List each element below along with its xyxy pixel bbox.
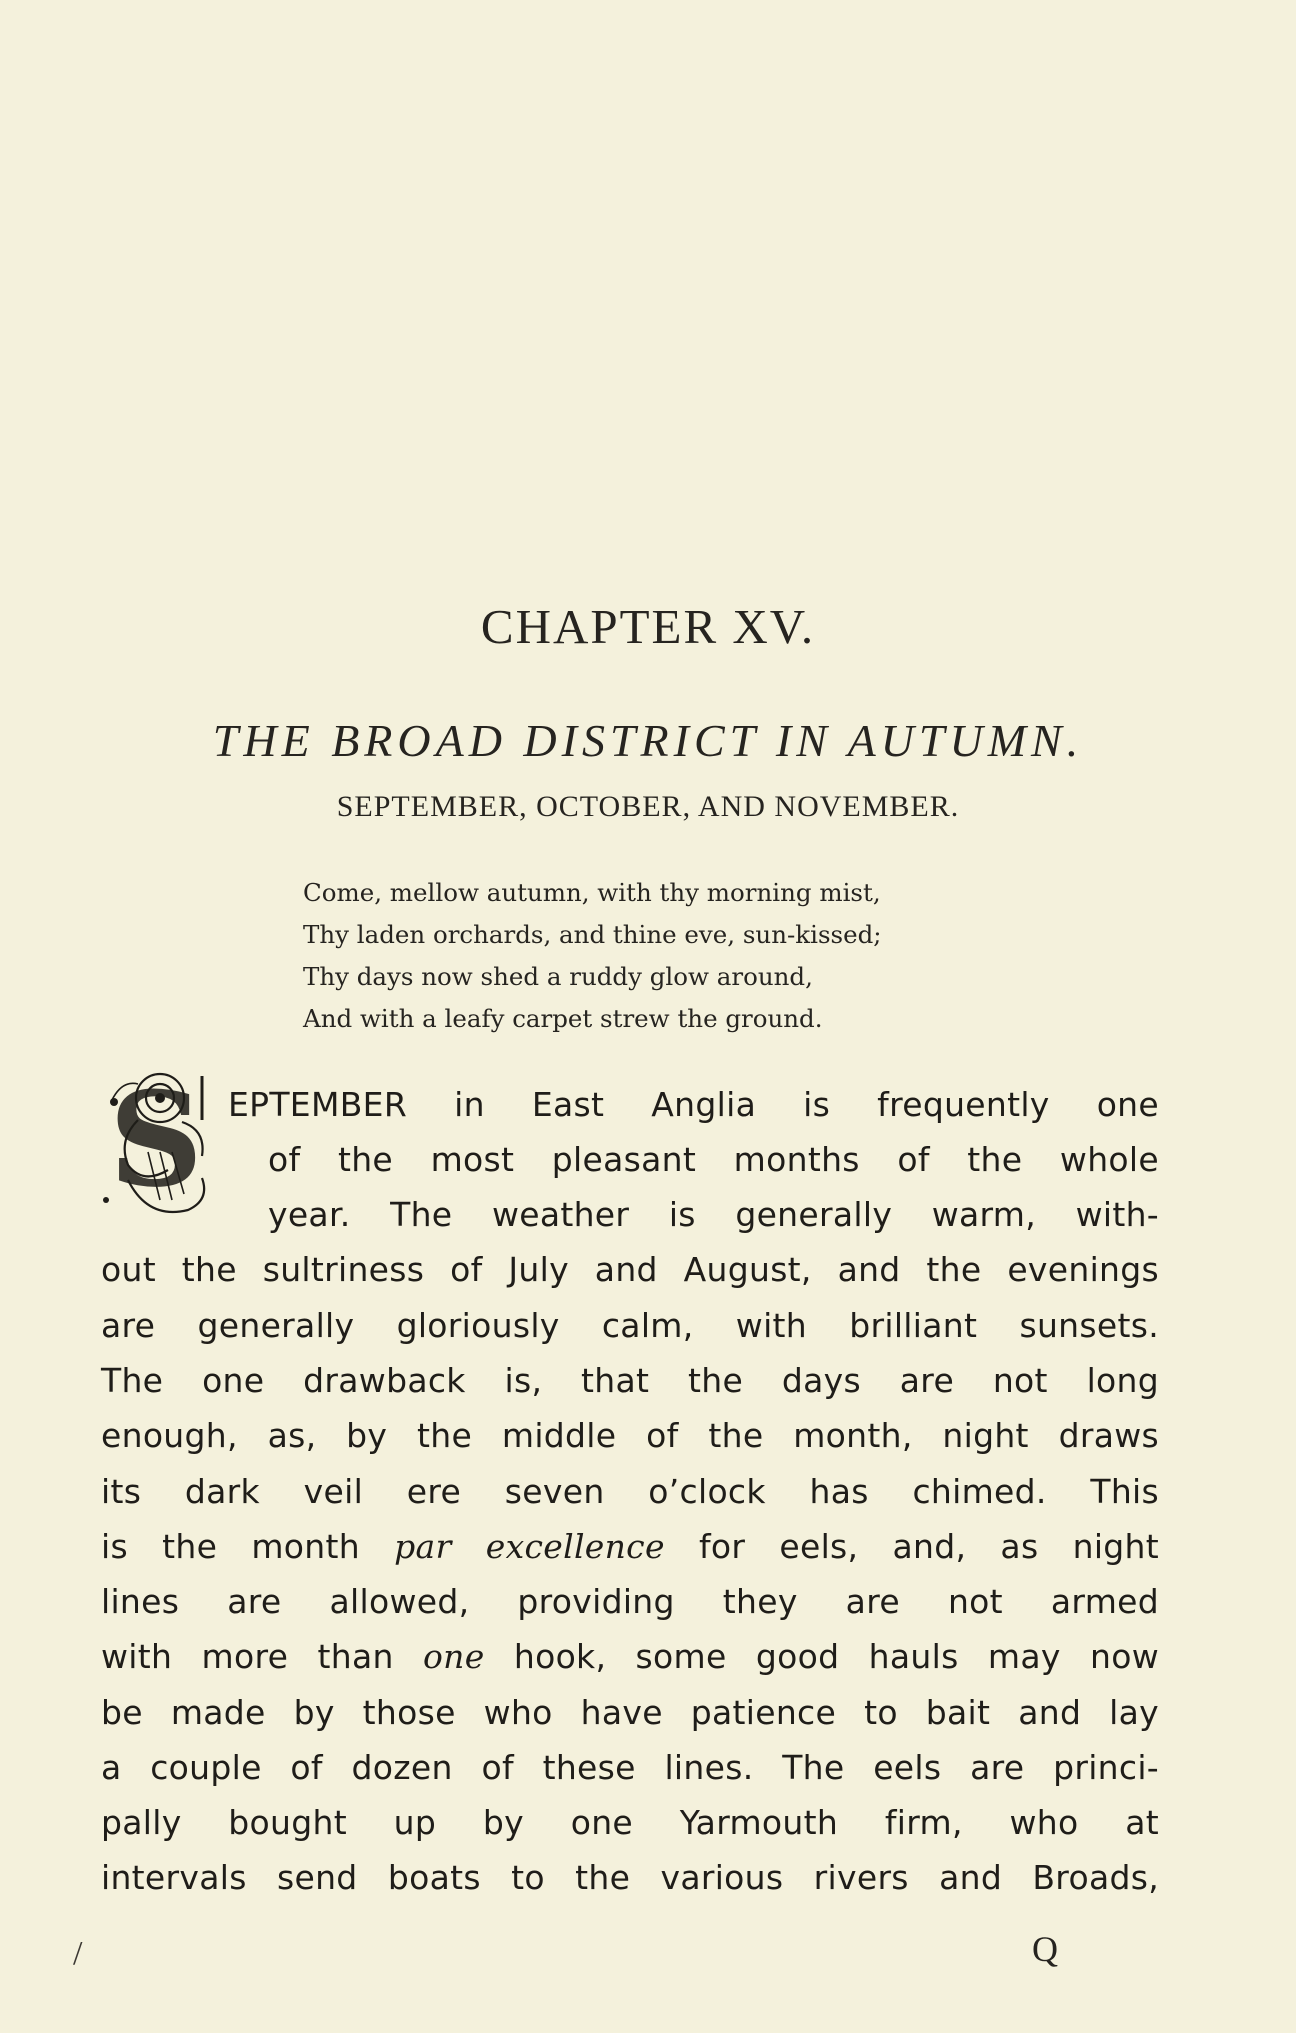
- body-line: lines are allowed, providing they are not armed: [101, 1582, 1159, 1621]
- body-line: The one drawback is, that the days are not long: [101, 1361, 1159, 1400]
- body-line: are generally gloriously calm, with brilliant sunsets.: [101, 1306, 1159, 1345]
- epigraph-poem: [303, 872, 1043, 1040]
- chapter-heading: CHAPTER XV.: [480, 599, 816, 654]
- body-line: year. The weather is generally warm, with-: [268, 1195, 1159, 1234]
- drop-cap-letter: S: [109, 1063, 203, 1216]
- body-line: intervals send boats to the various rivers and Broads,: [101, 1858, 1159, 1897]
- body-line: its dark veil ere seven o’clock has chimed. This: [101, 1472, 1159, 1511]
- epigraph-line: And with a leafy carpet strew the ground.: [303, 1004, 823, 1033]
- ornamental-drop-cap: [98, 1060, 222, 1238]
- page-signature: Q: [1032, 1929, 1058, 1969]
- chapter-title: THE BROAD DISTRICT IN AUTUMN.: [212, 715, 1084, 766]
- body-line: enough, as, by the middle of the month, night draws: [101, 1416, 1159, 1455]
- italic-word: one: [423, 1637, 485, 1676]
- chapter-subtitle: SEPTEMBER, OCTOBER, AND NOVEMBER.: [336, 790, 960, 823]
- body-line: out the sultriness of July and August, and the evenings: [101, 1250, 1159, 1289]
- body-line: with more than one hook, some good hauls may now: [101, 1637, 1159, 1676]
- margin-mark: /: [73, 1935, 83, 1972]
- body-line: of the most pleasant months of the whole: [268, 1140, 1159, 1179]
- body-line: pally bought up by one Yarmouth firm, who at: [101, 1803, 1159, 1842]
- body-line: EPTEMBER in East Anglia is frequently one: [228, 1085, 1159, 1124]
- body-line: a couple of dozen of these lines. The eels are princi-: [101, 1748, 1159, 1787]
- body-line: is the month par excellence for eels, and, as night: [101, 1527, 1159, 1566]
- italic-phrase: par excellence: [394, 1527, 665, 1566]
- epigraph-line: Thy laden orchards, and thine eve, sun-kissed;: [303, 920, 882, 949]
- epigraph-line: Come, mellow autumn, with thy morning mist,: [303, 878, 881, 907]
- body-line: be made by those who have patience to bait and lay: [101, 1693, 1159, 1732]
- epigraph-line: Thy days now shed a ruddy glow around,: [303, 962, 813, 991]
